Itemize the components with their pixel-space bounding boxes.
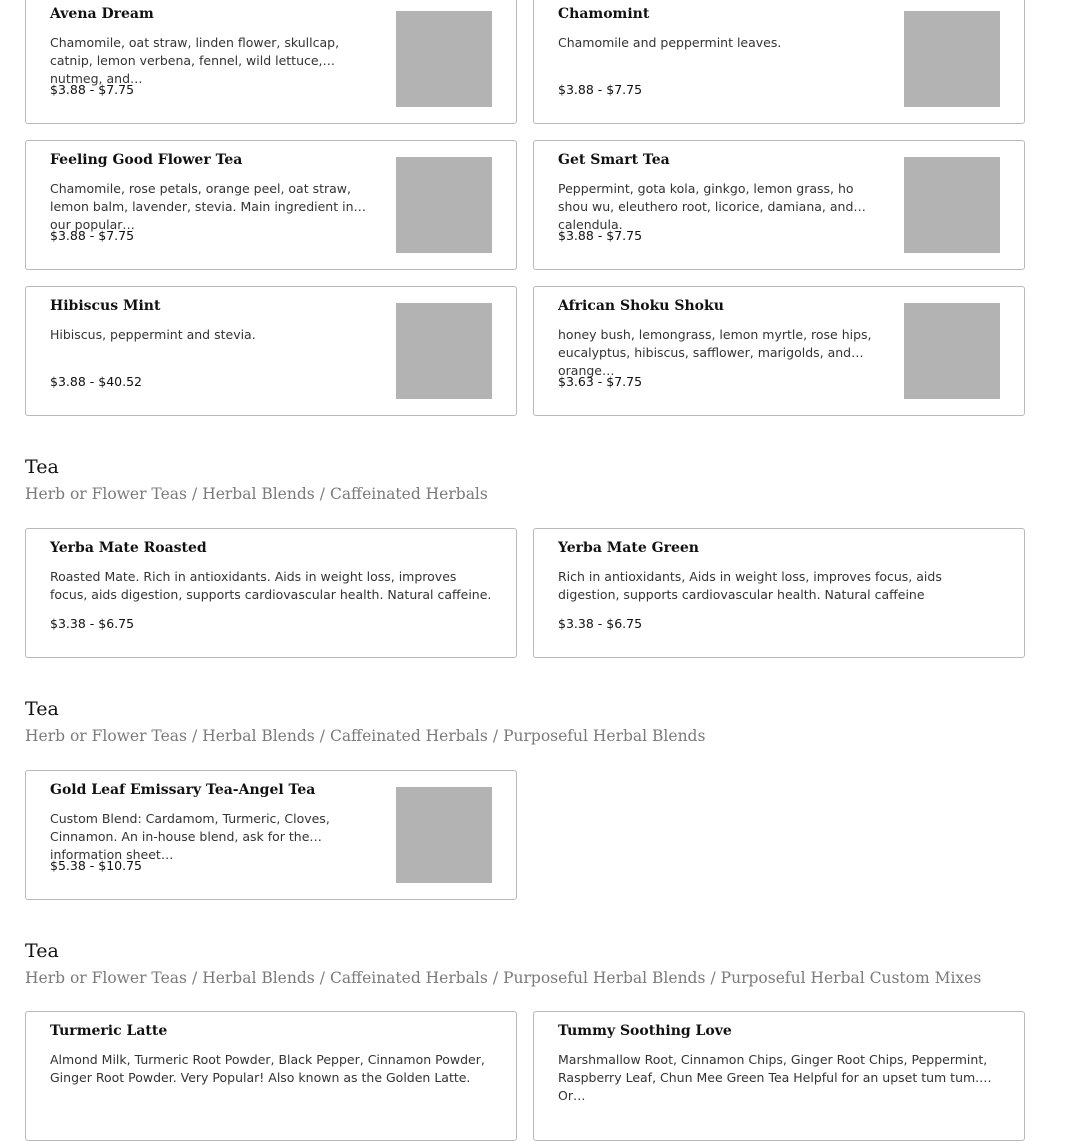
product-grid — [25, 770, 1025, 900]
product-name[interactable]: Yerba Mate Roasted — [50, 540, 207, 556]
product-image[interactable] — [396, 303, 492, 399]
product-description: Chamomile, oat straw, linden flower, skullcap, catnip, lemon verbena, fennel, wild lettuce, nutmeg, and… — [50, 35, 340, 86]
product-description: Custom Blend: Cardamom, Turmeric, Cloves, Cinnamon. An in-house blend, ask for the information sheet… — [50, 811, 330, 862]
product-description: Rich in antioxidants, Aids in weight loss, improves focus, aids digestion, supports cardiovascular health. Natural caffeine — [558, 569, 942, 602]
breadcrumb-item[interactable]: Purposeful Herbal Custom Mixes — [720, 969, 982, 987]
breadcrumb — [25, 484, 488, 504]
breadcrumb-separator: / — [319, 969, 325, 987]
breadcrumb-separator: / — [191, 727, 198, 745]
section-title: Tea — [25, 940, 59, 962]
product-image[interactable] — [396, 157, 492, 253]
product-card[interactable] — [533, 0, 1025, 124]
breadcrumb — [25, 968, 981, 988]
product-price: $5.38 - $10.75 — [50, 858, 142, 873]
breadcrumb-separator: / — [319, 727, 325, 745]
section-title: Tea — [25, 456, 59, 478]
product-image[interactable] — [904, 11, 1000, 107]
product-description: Almond Milk, Turmeric Root Powder, Black Pepper, Cinnamon Powder, Ginger Root Powder. Very Popular! Also known as the Golden Latte. — [50, 1052, 485, 1085]
product-text — [558, 298, 884, 390]
breadcrumb-item[interactable]: Herb or Flower Teas — [25, 969, 187, 987]
breadcrumb-separator: / — [191, 969, 198, 987]
product-description: Roasted Mate. Rich in antioxidants. Aids in weight loss, improves focus, aids digestion, supports cardiovascular health. Natural caffeine. — [50, 569, 492, 602]
product-card[interactable] — [25, 1011, 517, 1141]
product-description: Marshmallow Root, Cinnamon Chips, Ginger Root Chips, Peppermint, Raspberry Leaf, Chun Mee Green Tea Helpful for an upset tum tum. Or… — [558, 1052, 988, 1103]
breadcrumb-separator: / — [710, 969, 716, 987]
product-name[interactable]: African Shoku Shoku — [558, 298, 724, 314]
breadcrumb-item[interactable]: Herbal Blends — [202, 969, 315, 987]
product-description: Chamomile, rose petals, orange peel, oat straw, lemon balm, lavender, stevia. Main ingredient in our popular… — [50, 181, 354, 232]
product-text — [558, 540, 1000, 632]
product-name[interactable]: Get Smart Tea — [558, 152, 670, 168]
product-grid — [25, 1011, 1025, 1141]
product-grid — [25, 528, 1025, 658]
product-price: $3.38 - $6.75 — [558, 616, 643, 631]
breadcrumb-item[interactable]: Herbal Blends — [202, 485, 315, 503]
product-name[interactable]: Hibiscus Mint — [50, 298, 161, 314]
breadcrumb-item[interactable]: Caffeinated Herbals — [329, 485, 488, 503]
product-price: $3.88 - $7.75 — [558, 228, 643, 243]
product-text — [50, 540, 492, 632]
product-name[interactable]: Chamomint — [558, 6, 650, 22]
product-price: $3.38 - $6.75 — [50, 616, 135, 631]
product-card[interactable] — [25, 140, 517, 270]
product-description: Hibiscus, peppermint and stevia. — [50, 327, 256, 342]
product-card[interactable] — [533, 286, 1025, 416]
product-name[interactable]: Tummy Soothing Love — [558, 1023, 732, 1039]
product-text — [558, 6, 884, 98]
breadcrumb-separator: / — [492, 727, 499, 745]
product-card[interactable] — [25, 0, 517, 124]
product-image[interactable] — [396, 787, 492, 883]
product-text — [558, 152, 884, 244]
product-description: honey bush, lemongrass, lemon myrtle, rose hips, eucalyptus, hibiscus, safflower, marigolds, and orange… — [558, 327, 872, 378]
product-name[interactable]: Feeling Good Flower Tea — [50, 152, 243, 168]
product-description: Chamomile and peppermint leaves. — [558, 35, 782, 50]
product-price: $3.63 - $7.75 — [558, 374, 643, 389]
breadcrumb-item[interactable]: Purposeful Herbal Blends — [503, 969, 706, 987]
product-text — [50, 298, 376, 390]
product-image[interactable] — [904, 303, 1000, 399]
product-card[interactable] — [533, 140, 1025, 270]
product-price: $3.88 - $7.75 — [558, 82, 643, 97]
breadcrumb-item[interactable]: Caffeinated Herbals — [329, 969, 488, 987]
breadcrumb-item[interactable]: Herb or Flower Teas — [25, 727, 187, 745]
breadcrumb-separator: / — [492, 969, 499, 987]
product-card[interactable] — [533, 1011, 1025, 1141]
breadcrumb-separator: / — [319, 485, 325, 503]
product-name[interactable]: Yerba Mate Green — [558, 540, 699, 556]
product-text — [50, 6, 376, 98]
product-image[interactable] — [904, 157, 1000, 253]
product-text — [50, 782, 376, 874]
section-title: Tea — [25, 698, 59, 720]
product-price: $3.88 - $7.75 — [50, 82, 135, 97]
product-card[interactable] — [533, 528, 1025, 658]
product-grid — [25, 0, 1025, 416]
product-card[interactable] — [25, 770, 517, 900]
product-card[interactable] — [25, 528, 517, 658]
breadcrumb-item[interactable]: Caffeinated Herbals — [329, 727, 488, 745]
product-text — [558, 1023, 1000, 1103]
product-price: $3.88 - $40.52 — [50, 374, 142, 389]
product-price: $3.88 - $7.75 — [50, 228, 135, 243]
product-image[interactable] — [396, 11, 492, 107]
product-name[interactable]: Gold Leaf Emissary Tea-Angel Tea — [50, 782, 316, 798]
product-name[interactable]: Avena Dream — [50, 6, 154, 22]
breadcrumb-separator: / — [191, 485, 198, 503]
breadcrumb-item[interactable]: Herb or Flower Teas — [25, 485, 187, 503]
product-card[interactable] — [25, 286, 517, 416]
breadcrumb — [25, 726, 705, 746]
breadcrumb-item[interactable]: Purposeful Herbal Blends — [503, 727, 706, 745]
product-description: Peppermint, gota kola, ginkgo, lemon grass, ho shou wu, eleuthero root, licorice, damiana, and calendula. — [558, 181, 854, 232]
product-name[interactable]: Turmeric Latte — [50, 1023, 168, 1039]
breadcrumb-item[interactable]: Herbal Blends — [202, 727, 315, 745]
product-text — [50, 1023, 492, 1099]
product-text — [50, 152, 376, 244]
